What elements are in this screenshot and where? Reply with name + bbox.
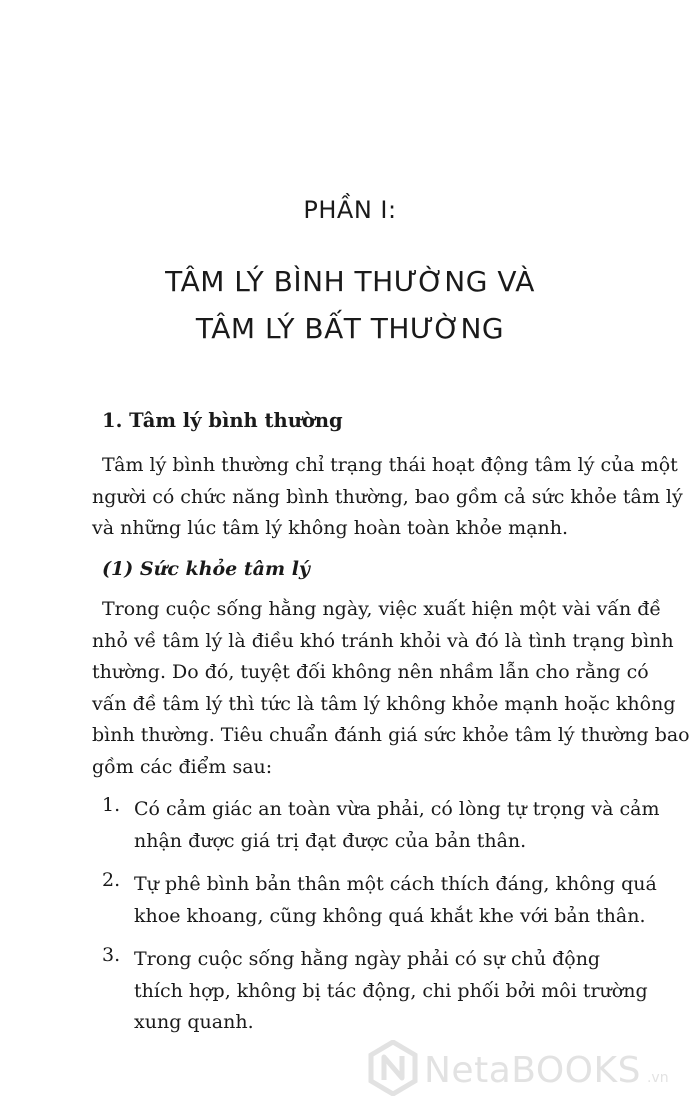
body-line: nhỏ về tâm lý là điều khó tránh khỏi và đó là tình trạng bình [92,629,674,652]
netabooks-logo-icon [368,1040,418,1101]
body-line: thường. Do đó, tuyệt đối không nên nhầm lẫn cho rằng có [92,661,649,683]
list-line: khoe khoang, cũng không quá khắt khe với bản thân. [134,904,646,927]
criteria-list [102,794,660,1039]
part-label: PHẦN I: [303,196,397,224]
list-line: xung quanh. [134,1011,254,1033]
section-heading: 1. Tâm lý bình thường [102,409,343,432]
part-title-line-2: TÂM LÝ BẤT THƯỜNG [195,312,505,345]
list-line: nhận được giá trị đạt được của bản thân. [134,829,527,852]
watermark-brand: NetaBOOKS [424,1049,641,1091]
list-item [102,944,648,1039]
part-title-line-1: TÂM LÝ BÌNH THƯỜNG VÀ [165,265,535,298]
intro-paragraph [92,450,683,545]
body-line: bình thường. Tiêu chuẩn đánh giá sức khỏe tâm lý thường bao [92,724,690,746]
subheading: (1) Sức khỏe tâm lý [102,558,310,580]
list-number: 3. [102,944,121,966]
list-line: Có cảm giác an toàn vừa phải, có lòng tự trọng và cảm [134,798,660,820]
intro-line: Tâm lý bình thường chỉ trạng thái hoạt động tâm lý của một [102,454,678,476]
intro-line: người có chức năng bình thường, bao gồm cả sức khỏe tâm lý [92,485,683,508]
part-title [0,258,700,352]
watermark-suffix: .vn [646,1070,669,1086]
intro-line: và những lúc tâm lý không hoàn toàn khỏe mạnh. [92,517,569,539]
list-line: Tự phê bình bản thân một cách thích đáng, không quá [134,873,657,895]
body-line: vấn đề tâm lý thì tức là tâm lý không khỏe mạnh hoặc không [92,692,676,715]
list-line: Trong cuộc sống hằng ngày phải có sự chủ động [134,948,601,970]
body-paragraph [92,594,690,783]
list-number: 2. [102,869,121,891]
watermark [368,1040,669,1100]
list-line: thích hợp, không bị tác động, chi phối bởi môi trường [134,979,648,1002]
list-number: 1. [102,794,121,816]
list-item [102,794,660,857]
list-item [102,869,657,932]
body-line: gồm các điểm sau: [92,755,273,778]
body-line: Trong cuộc sống hằng ngày, việc xuất hiện một vài vấn đề [102,598,662,620]
